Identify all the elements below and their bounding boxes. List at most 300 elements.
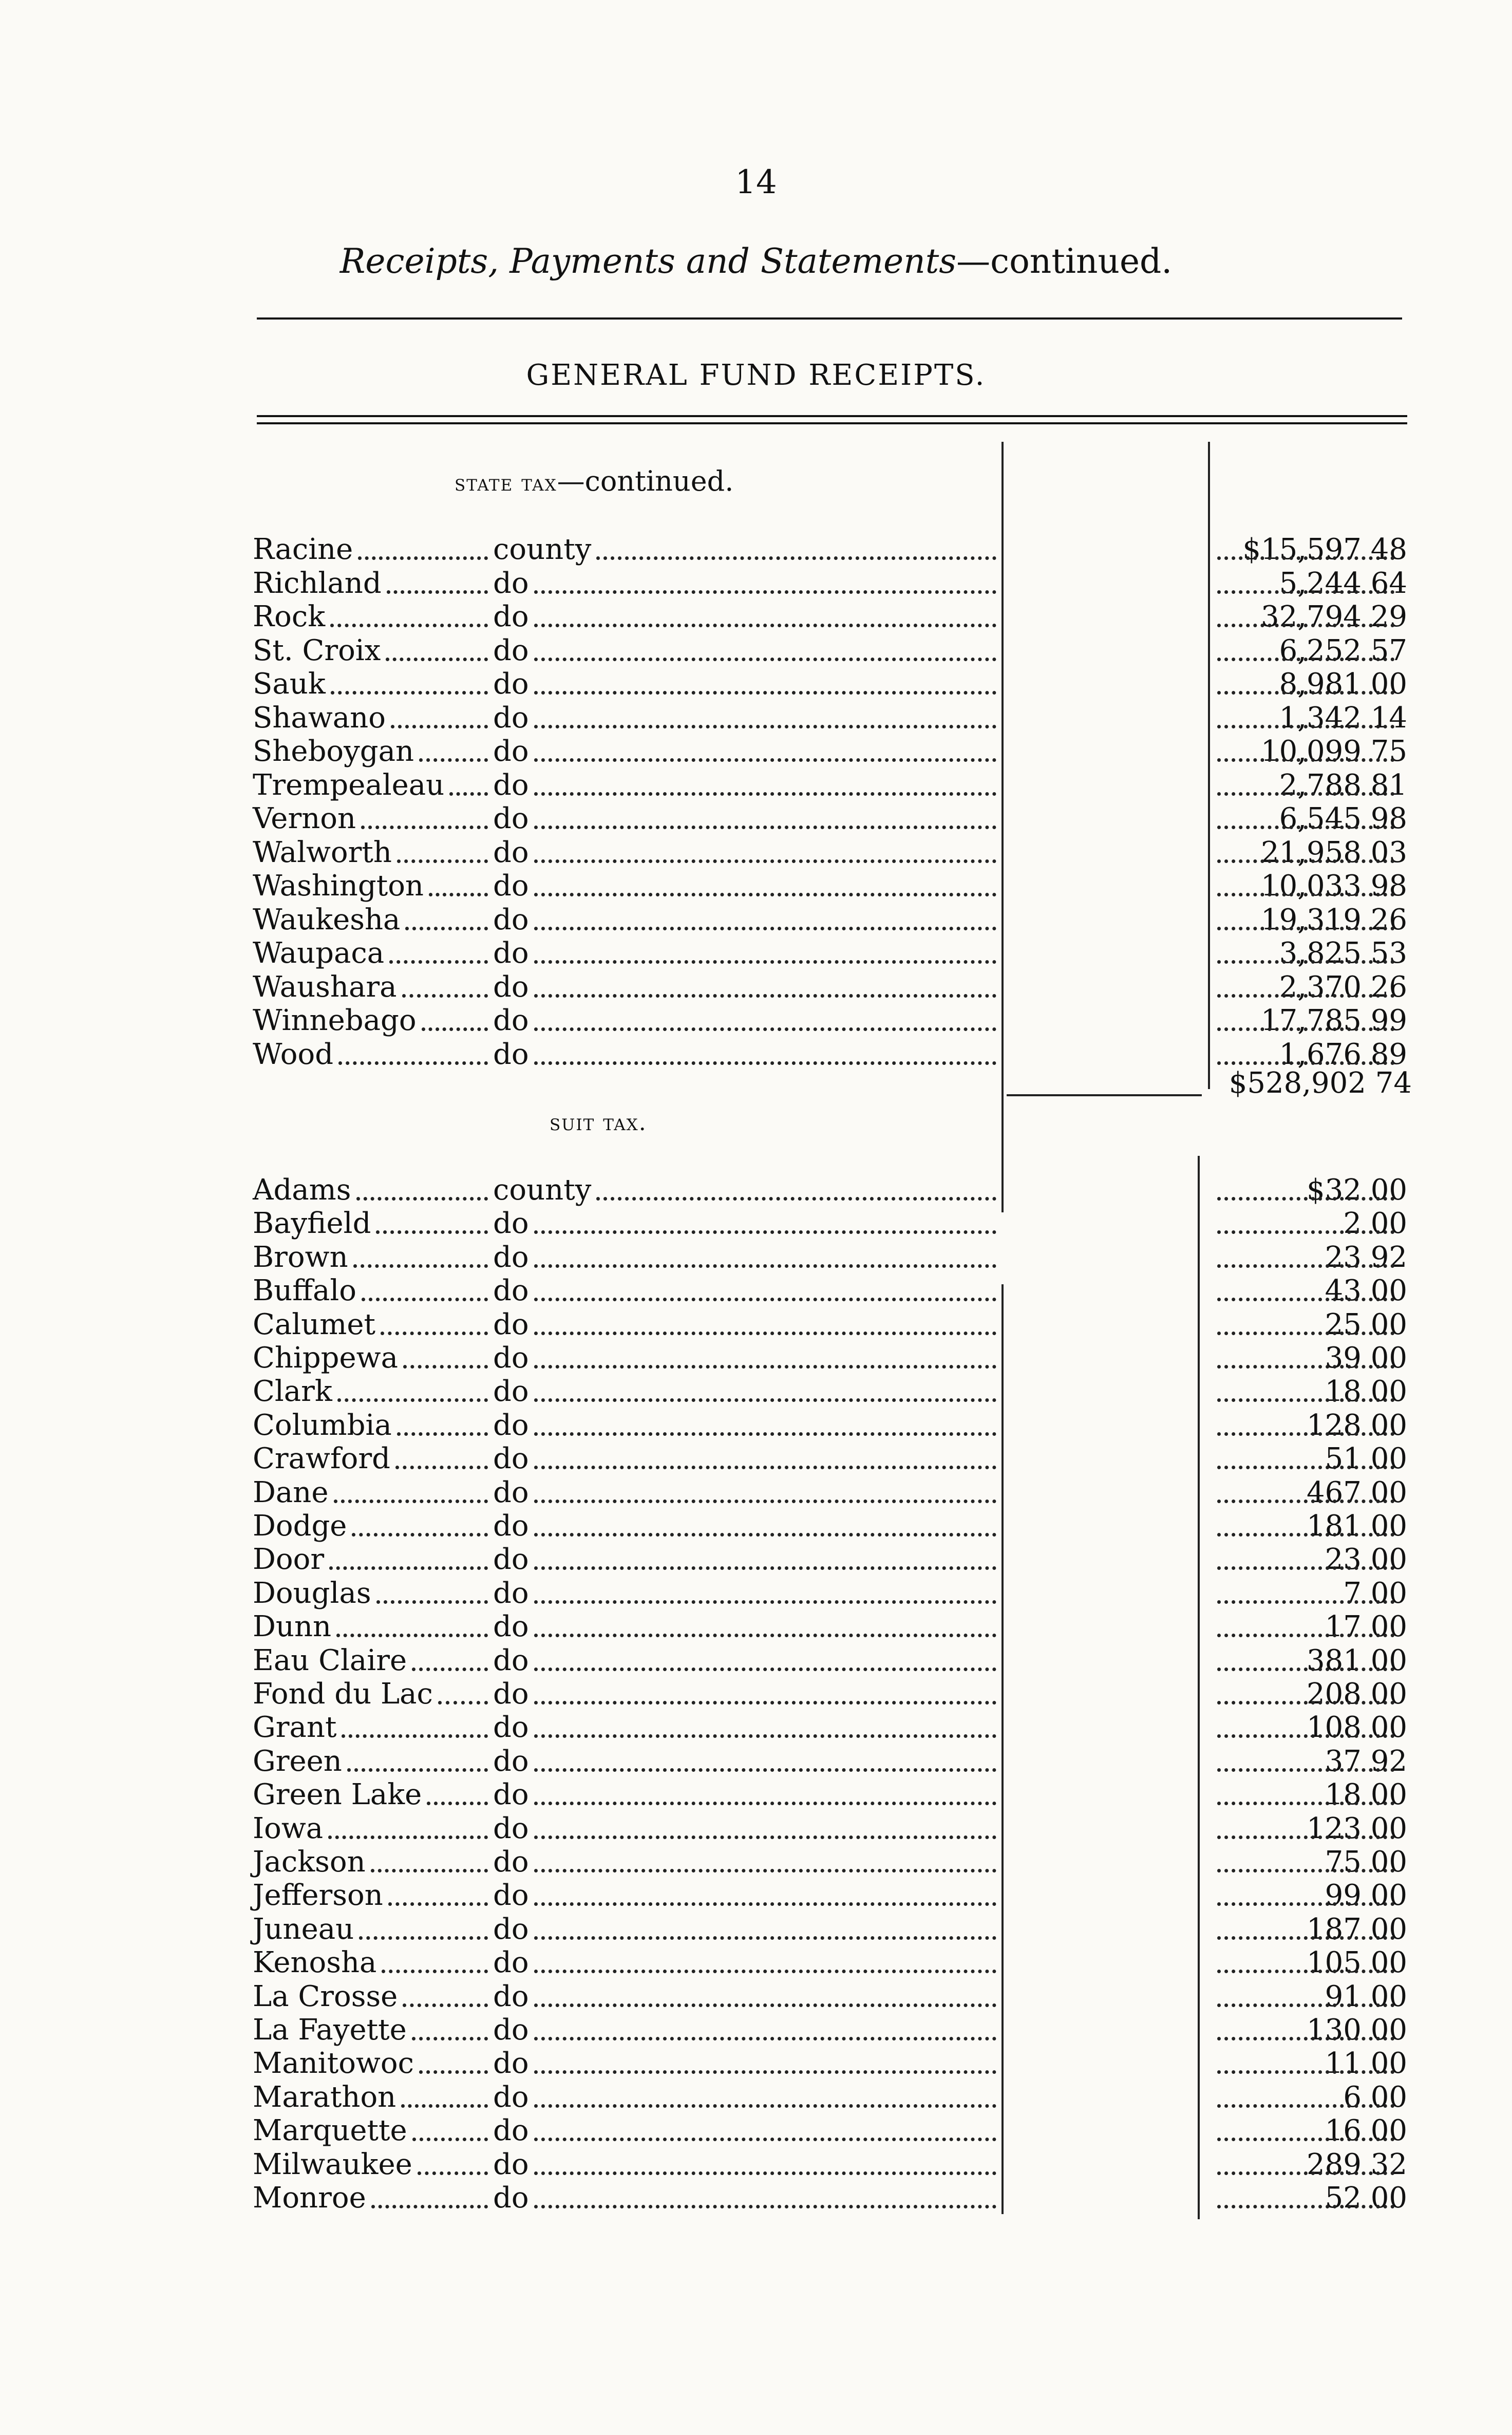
dot-leader bbox=[330, 624, 488, 627]
county-name: Green Lake bbox=[253, 1778, 422, 1812]
row-descriptor: do bbox=[493, 1037, 529, 1071]
dot-leader-right bbox=[1217, 725, 1394, 728]
row-descriptor: do bbox=[493, 1004, 529, 1037]
county-name: Grant bbox=[253, 1711, 337, 1745]
table-row bbox=[247, 1778, 1407, 1812]
dot-leader bbox=[534, 1061, 996, 1065]
dot-leader bbox=[371, 2205, 488, 2208]
dot-leader-right bbox=[1217, 590, 1394, 594]
dot-leader-right bbox=[1217, 1365, 1394, 1369]
county-name: St. Croix bbox=[253, 633, 381, 667]
county-name: La Crosse bbox=[253, 1979, 398, 2013]
dot-leader-right bbox=[1217, 2138, 1394, 2141]
county-name: Vernon bbox=[253, 802, 356, 835]
amount: $15,597 48 bbox=[1242, 533, 1407, 566]
dot-leader-right bbox=[1217, 1332, 1394, 1335]
table-row bbox=[247, 970, 1407, 1004]
row-descriptor: do bbox=[493, 735, 529, 768]
dot-leader bbox=[534, 658, 996, 661]
table-row bbox=[247, 1004, 1407, 1038]
dot-leader bbox=[391, 725, 488, 728]
county-name: Monroe bbox=[253, 2181, 366, 2215]
dot-leader bbox=[534, 792, 996, 796]
dot-leader bbox=[419, 758, 488, 762]
dot-leader bbox=[403, 2003, 488, 2007]
dot-leader-right bbox=[1217, 624, 1394, 627]
county-name: Milwaukee bbox=[253, 2147, 412, 2181]
dot-leader bbox=[534, 758, 996, 762]
dot-leader bbox=[395, 1466, 488, 1469]
dot-leader bbox=[376, 1230, 488, 1234]
dot-leader bbox=[337, 1398, 488, 1402]
county-name: Waupaca bbox=[253, 936, 385, 970]
dot-leader bbox=[397, 859, 488, 863]
dot-leader bbox=[534, 1902, 996, 1906]
dot-leader bbox=[534, 2070, 996, 2074]
table-row bbox=[247, 533, 1407, 567]
dot-leader bbox=[419, 2070, 488, 2074]
table-row bbox=[247, 735, 1407, 769]
amount: 3,825 53 bbox=[1279, 936, 1407, 970]
county-name: La Fayette bbox=[253, 2013, 407, 2047]
table-row bbox=[247, 1509, 1407, 1543]
dot-leader bbox=[438, 1701, 488, 1704]
county-name: Racine bbox=[253, 533, 353, 566]
amount: 17 00 bbox=[1325, 1610, 1407, 1644]
row-descriptor: do bbox=[493, 1912, 529, 1946]
table-row bbox=[247, 1173, 1407, 1207]
dot-leader bbox=[534, 1634, 996, 1637]
dot-leader-right bbox=[1217, 1936, 1394, 1940]
dot-leader bbox=[534, 1768, 996, 1772]
dot-leader-right bbox=[1217, 859, 1394, 863]
table-row bbox=[247, 2013, 1407, 2047]
row-descriptor: do bbox=[493, 936, 529, 970]
dot-leader bbox=[329, 1566, 488, 1570]
table-row bbox=[247, 1375, 1407, 1409]
dot-leader-right bbox=[1217, 1027, 1394, 1031]
fund-title: GENERAL FUND RECEIPTS. bbox=[526, 359, 986, 392]
dot-leader bbox=[401, 2104, 488, 2108]
dot-leader-right bbox=[1217, 1802, 1394, 1805]
row-descriptor: do bbox=[493, 1240, 529, 1274]
county-name: Door bbox=[253, 1543, 325, 1577]
table-row bbox=[247, 2081, 1407, 2114]
row-descriptor: do bbox=[493, 1274, 529, 1308]
dot-leader bbox=[422, 1027, 488, 1031]
county-name: Sheboygan bbox=[253, 735, 414, 768]
amount: 6,252 57 bbox=[1279, 633, 1407, 667]
amount: 208 00 bbox=[1307, 1677, 1407, 1711]
row-descriptor: do bbox=[493, 1879, 529, 1913]
dot-leader-right bbox=[1217, 1061, 1394, 1065]
amount: 105 00 bbox=[1307, 1946, 1407, 1980]
dot-leader bbox=[353, 1264, 488, 1268]
dot-leader-right bbox=[1217, 1835, 1394, 1839]
dot-leader-right bbox=[1217, 927, 1394, 930]
row-descriptor: do bbox=[493, 768, 529, 802]
dot-leader bbox=[534, 1936, 996, 1940]
table-row bbox=[247, 1207, 1407, 1241]
table-row bbox=[247, 1845, 1407, 1879]
row-descriptor: do bbox=[493, 566, 529, 600]
table-row bbox=[247, 2114, 1407, 2148]
amount: 10,033 98 bbox=[1260, 869, 1407, 903]
row-descriptor: do bbox=[493, 2013, 529, 2047]
dot-leader bbox=[534, 1734, 996, 1738]
dot-leader bbox=[362, 1298, 488, 1301]
dot-leader-right bbox=[1217, 2205, 1394, 2208]
amount: 39 00 bbox=[1325, 1341, 1407, 1375]
table-row bbox=[247, 1745, 1407, 1778]
table-top-rule-2 bbox=[257, 422, 1407, 424]
dot-leader-right bbox=[1217, 1970, 1394, 1973]
county-name: Eau Claire bbox=[253, 1643, 407, 1677]
table-row bbox=[247, 769, 1407, 802]
amount: 37 92 bbox=[1325, 1744, 1407, 1778]
county-name: Brown bbox=[253, 1240, 348, 1274]
dot-leader bbox=[412, 2037, 488, 2040]
dot-leader bbox=[534, 1869, 996, 1872]
row-descriptor: do bbox=[493, 1307, 529, 1341]
row-descriptor: do bbox=[493, 1643, 529, 1677]
dot-leader-right bbox=[1217, 1230, 1394, 1234]
dot-leader bbox=[382, 1970, 488, 1973]
row-descriptor: do bbox=[493, 903, 529, 936]
amount: 18 00 bbox=[1325, 1375, 1407, 1409]
dot-leader-right bbox=[1217, 1264, 1394, 1268]
dot-leader bbox=[412, 1668, 488, 1671]
dot-leader-right bbox=[1217, 1566, 1394, 1570]
dot-leader bbox=[381, 1332, 488, 1335]
dot-leader bbox=[534, 1701, 996, 1704]
county-name: Douglas bbox=[253, 1576, 371, 1610]
county-name: Rock bbox=[253, 600, 326, 633]
dot-leader bbox=[596, 556, 996, 560]
row-descriptor: do bbox=[493, 1744, 529, 1778]
dot-leader bbox=[534, 2205, 996, 2208]
county-name: Waukesha bbox=[253, 903, 401, 936]
table-row bbox=[247, 600, 1407, 634]
heading-rest: continued. bbox=[990, 241, 1173, 281]
dot-leader-right bbox=[1217, 691, 1394, 695]
row-descriptor: do bbox=[493, 2147, 529, 2181]
dot-leader bbox=[347, 1768, 488, 1772]
amount: 1,342 14 bbox=[1279, 701, 1407, 735]
dot-leader bbox=[534, 725, 996, 728]
dot-leader bbox=[534, 2138, 996, 2141]
dot-leader-right bbox=[1217, 1701, 1394, 1704]
table-row bbox=[247, 701, 1407, 735]
table-row bbox=[247, 1946, 1407, 1980]
amount: 289 32 bbox=[1307, 2147, 1407, 2181]
dot-leader bbox=[534, 1365, 996, 1369]
suit-tax-label: suit tax. bbox=[550, 1110, 647, 1136]
row-descriptor: do bbox=[493, 1442, 529, 1476]
amount: 25 00 bbox=[1325, 1307, 1407, 1341]
county-name: Green bbox=[253, 1744, 342, 1778]
heading-rule bbox=[257, 317, 1402, 320]
dot-leader-right bbox=[1217, 758, 1394, 762]
dot-leader bbox=[534, 1298, 996, 1301]
dot-leader-right bbox=[1217, 1432, 1394, 1436]
county-name: Calumet bbox=[253, 1307, 375, 1341]
amount: 181 00 bbox=[1307, 1509, 1407, 1543]
county-name: Walworth bbox=[253, 835, 392, 869]
county-name: Kenosha bbox=[253, 1946, 377, 1980]
table-row bbox=[247, 567, 1407, 601]
row-descriptor: do bbox=[493, 802, 529, 835]
dot-leader bbox=[534, 1027, 996, 1031]
county-name: Fond du Lac bbox=[253, 1677, 433, 1711]
dot-leader bbox=[371, 1869, 488, 1872]
dot-leader bbox=[534, 2104, 996, 2108]
county-name: Iowa bbox=[253, 1811, 324, 1845]
amount: 8,981 00 bbox=[1279, 667, 1407, 701]
amount: 381 00 bbox=[1307, 1643, 1407, 1677]
row-descriptor: do bbox=[493, 1778, 529, 1812]
county-name: Sauk bbox=[253, 667, 326, 701]
table-row bbox=[247, 634, 1407, 668]
dot-leader-right bbox=[1217, 2037, 1394, 2040]
state-tax-total: $528,902 74 bbox=[1228, 1066, 1412, 1100]
row-descriptor: county bbox=[493, 533, 592, 566]
amount: 16 00 bbox=[1325, 2114, 1407, 2148]
dot-leader-right bbox=[1217, 1197, 1394, 1201]
county-name: Chippewa bbox=[253, 1341, 398, 1375]
dot-leader bbox=[534, 994, 996, 998]
county-name: Crawford bbox=[253, 1442, 390, 1476]
dot-leader-right bbox=[1217, 2003, 1394, 2007]
dot-leader bbox=[427, 1802, 488, 1805]
dot-leader bbox=[534, 1398, 996, 1402]
row-descriptor: do bbox=[493, 1341, 529, 1375]
county-name: Washington bbox=[253, 869, 424, 903]
county-name: Waushara bbox=[253, 970, 397, 1004]
county-name: Marathon bbox=[253, 2080, 396, 2114]
row-descriptor: do bbox=[493, 1946, 529, 1980]
row-descriptor: do bbox=[493, 1845, 529, 1879]
row-descriptor: do bbox=[493, 869, 529, 903]
dot-leader-right bbox=[1217, 1734, 1394, 1738]
dot-leader-right bbox=[1217, 1600, 1394, 1604]
dot-leader bbox=[534, 826, 996, 829]
county-name: Dane bbox=[253, 1475, 329, 1509]
dot-leader-right bbox=[1217, 1398, 1394, 1402]
dot-leader-right bbox=[1217, 994, 1394, 998]
dot-leader bbox=[534, 960, 996, 964]
amount: 108 00 bbox=[1307, 1711, 1407, 1745]
table-row bbox=[247, 1241, 1407, 1275]
dot-leader-right bbox=[1217, 2171, 1394, 2175]
row-descriptor: do bbox=[493, 2047, 529, 2081]
table-row bbox=[247, 1812, 1407, 1846]
dot-leader bbox=[534, 893, 996, 896]
county-name: Manitowoc bbox=[253, 2047, 414, 2081]
dot-leader bbox=[534, 1668, 996, 1671]
dot-leader bbox=[359, 1936, 488, 1940]
row-descriptor: do bbox=[493, 701, 529, 735]
dot-leader bbox=[386, 658, 488, 661]
amount: 6 00 bbox=[1343, 2080, 1407, 2114]
dot-leader bbox=[389, 960, 488, 964]
county-name: Marquette bbox=[253, 2114, 407, 2148]
amount: 43 00 bbox=[1325, 1274, 1407, 1308]
dot-leader bbox=[342, 1734, 488, 1738]
table-row bbox=[247, 1711, 1407, 1745]
table-top-rule-1 bbox=[257, 415, 1407, 417]
table-row bbox=[247, 1341, 1407, 1375]
dot-leader bbox=[429, 893, 488, 896]
amount: 187 00 bbox=[1307, 1912, 1407, 1946]
dot-leader bbox=[534, 1835, 996, 1839]
dot-leader bbox=[449, 792, 488, 796]
row-descriptor: do bbox=[493, 835, 529, 869]
page-heading bbox=[0, 241, 1512, 281]
table-row bbox=[247, 802, 1407, 836]
dot-leader bbox=[352, 1533, 488, 1537]
table-row bbox=[247, 1442, 1407, 1476]
row-descriptor: do bbox=[493, 2080, 529, 2114]
amount: 6,545 98 bbox=[1279, 802, 1407, 835]
table-row bbox=[247, 1980, 1407, 2014]
dot-leader bbox=[534, 1500, 996, 1503]
county-name: Jackson bbox=[253, 1845, 366, 1879]
row-descriptor: county bbox=[493, 1173, 592, 1207]
dot-leader-right bbox=[1217, 893, 1394, 896]
row-descriptor: do bbox=[493, 1576, 529, 1610]
dot-leader bbox=[356, 1197, 488, 1201]
amount: 128 00 bbox=[1307, 1408, 1407, 1442]
dot-leader bbox=[388, 1902, 488, 1906]
dot-leader bbox=[403, 1365, 488, 1369]
county-name: Jefferson bbox=[253, 1879, 383, 1913]
dot-leader bbox=[361, 826, 488, 829]
dot-leader bbox=[387, 590, 488, 594]
amount: 10,099 75 bbox=[1260, 735, 1407, 768]
county-name: Shawano bbox=[253, 701, 386, 735]
dot-leader bbox=[534, 1230, 996, 1234]
row-descriptor: do bbox=[493, 667, 529, 701]
dot-leader bbox=[534, 1466, 996, 1469]
table-row bbox=[247, 667, 1407, 701]
dot-leader-right bbox=[1217, 1668, 1394, 1671]
row-descriptor: do bbox=[493, 1475, 529, 1509]
amount: 467 00 bbox=[1307, 1475, 1407, 1509]
table-row bbox=[247, 1308, 1407, 1342]
dot-leader bbox=[534, 624, 996, 627]
dot-leader bbox=[334, 1500, 488, 1503]
amount: 99 00 bbox=[1325, 1879, 1407, 1913]
row-descriptor: do bbox=[493, 1979, 529, 2013]
amount: 23 92 bbox=[1325, 1240, 1407, 1274]
row-descriptor: do bbox=[493, 1811, 529, 1845]
dot-leader bbox=[534, 2003, 996, 2007]
county-name: Columbia bbox=[253, 1408, 392, 1442]
row-descriptor: do bbox=[493, 1375, 529, 1409]
dot-leader bbox=[534, 859, 996, 863]
table-row bbox=[247, 1610, 1407, 1644]
amount: 51 00 bbox=[1325, 1442, 1407, 1476]
table-row bbox=[247, 1913, 1407, 1946]
county-name: Buffalo bbox=[253, 1274, 357, 1308]
county-name: Juneau bbox=[253, 1912, 354, 1946]
county-name: Winnebago bbox=[253, 1004, 417, 1037]
amount: 21,958 03 bbox=[1260, 835, 1407, 869]
row-descriptor: do bbox=[493, 970, 529, 1004]
table-row bbox=[247, 1577, 1407, 1610]
dot-leader bbox=[358, 556, 488, 560]
amount: 2,788 81 bbox=[1279, 768, 1407, 802]
dot-leader bbox=[534, 1802, 996, 1805]
heading-italic: Receipts, Payments and Statements bbox=[339, 241, 957, 281]
row-descriptor: do bbox=[493, 1408, 529, 1442]
county-name: Bayfield bbox=[253, 1207, 371, 1241]
amount: 123 00 bbox=[1307, 1811, 1407, 1845]
heading-dash: — bbox=[956, 241, 991, 281]
dot-leader bbox=[534, 1432, 996, 1436]
amount: 32,794 29 bbox=[1260, 600, 1407, 633]
table-row bbox=[247, 1879, 1407, 1913]
dot-leader bbox=[405, 927, 488, 930]
dot-leader-right bbox=[1217, 1500, 1394, 1503]
dot-leader bbox=[534, 1970, 996, 1973]
row-descriptor: do bbox=[493, 2114, 529, 2148]
dot-leader bbox=[534, 1566, 996, 1570]
dot-leader bbox=[328, 1835, 488, 1839]
county-name: Wood bbox=[253, 1037, 334, 1071]
county-name: Richland bbox=[253, 566, 382, 600]
amount: 7 00 bbox=[1343, 1576, 1407, 1610]
dot-leader bbox=[534, 691, 996, 695]
row-descriptor: do bbox=[493, 2181, 529, 2215]
state-tax-label-small: state tax bbox=[455, 470, 557, 496]
row-descriptor: do bbox=[493, 1677, 529, 1711]
dot-leader-right bbox=[1217, 556, 1394, 560]
county-name: Dunn bbox=[253, 1610, 332, 1644]
table-row bbox=[247, 2148, 1407, 2182]
dot-leader bbox=[534, 2171, 996, 2175]
amount: 2 00 bbox=[1343, 1207, 1407, 1241]
dot-leader bbox=[534, 1264, 996, 1268]
dot-leader-right bbox=[1217, 792, 1394, 796]
amount: 19,319 26 bbox=[1260, 903, 1407, 936]
dot-leader bbox=[402, 994, 488, 998]
row-descriptor: do bbox=[493, 1509, 529, 1543]
county-name: Dodge bbox=[253, 1509, 347, 1543]
row-descriptor: do bbox=[493, 1543, 529, 1577]
amount: 52 00 bbox=[1325, 2181, 1407, 2215]
dot-leader bbox=[534, 1533, 996, 1537]
dot-leader bbox=[336, 1634, 488, 1637]
dot-leader bbox=[418, 2171, 488, 2175]
dot-leader bbox=[412, 2138, 488, 2141]
dot-leader-right bbox=[1217, 960, 1394, 964]
amount: 11 00 bbox=[1325, 2047, 1407, 2081]
amount: 130 00 bbox=[1307, 2013, 1407, 2047]
dot-leader-right bbox=[1217, 1298, 1394, 1301]
amount: 91 00 bbox=[1325, 1979, 1407, 2013]
amount: 18 00 bbox=[1325, 1778, 1407, 1812]
table-row bbox=[247, 903, 1407, 937]
row-descriptor: do bbox=[493, 633, 529, 667]
state-tax-subtotal-rule bbox=[1007, 1094, 1202, 1096]
amount: 2,370 26 bbox=[1279, 970, 1407, 1004]
county-name: Clark bbox=[253, 1375, 332, 1409]
dot-leader-right bbox=[1217, 1533, 1394, 1537]
dot-leader bbox=[534, 1600, 996, 1604]
amount: 17,785 99 bbox=[1260, 1004, 1407, 1037]
